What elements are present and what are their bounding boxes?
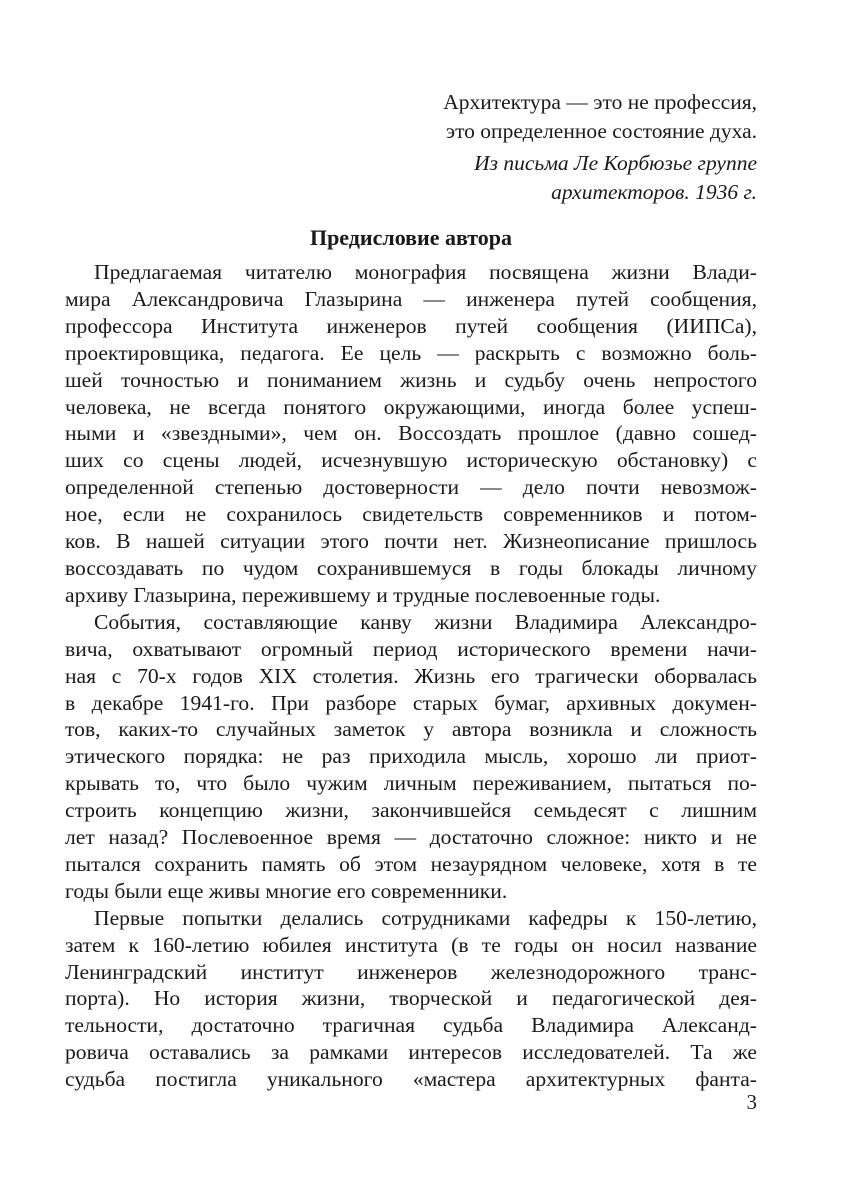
page-number: 3 bbox=[746, 1090, 757, 1114]
text-line: ная с 70-х годов XIX столетия. Жизнь его трагически оборвалась bbox=[65, 663, 757, 688]
section-title: Предисловие автора bbox=[309, 225, 513, 250]
text-line: ровича оставались за рамками интересов исследователей. Та же bbox=[65, 1040, 757, 1065]
text-line: пытался сохранить память об этом незаурядном человеке, хотя в те bbox=[65, 851, 757, 876]
text-line: Первые попытки делались сотрудниками кафедры к 150-летию, bbox=[94, 905, 757, 930]
text-line: судьба постигла уникального «мастера архитектурных фанта- bbox=[65, 1067, 757, 1092]
text-line: вича, охватывают огромный период исторического времени начи- bbox=[65, 636, 757, 661]
text-line: строить концепцию жизни, закончившейся семьдесят с лишним bbox=[65, 798, 757, 823]
epigraph bbox=[337, 88, 757, 207]
text-line: крывать то, что было чужим личным переживанием, пытаться по- bbox=[65, 771, 757, 796]
text-line: архиву Глазырина, пережившему и трудные послевоенные годы. bbox=[65, 582, 661, 607]
text-line: порта). Но история жизни, творческой и педагогической дея- bbox=[65, 986, 757, 1011]
epigraph-quote-line: Архитектура — это не профессия, bbox=[443, 90, 757, 114]
text-line: тов, каких-то случайных заметок у автора возникла и сложность bbox=[65, 717, 757, 742]
text-line: в декабре 1941-го. При разборе старых бумаг, архивных докумен- bbox=[65, 690, 757, 715]
text-line: определенной степенью достоверности — дело почти невозмож- bbox=[65, 475, 757, 500]
paragraph bbox=[65, 259, 757, 609]
epigraph-quote-line: это определенное состояние духа. bbox=[445, 119, 757, 143]
body-text bbox=[65, 259, 757, 1093]
text-line: ков. В нашей ситуации этого почти нет. Жизнеописание пришлось bbox=[65, 529, 757, 554]
epigraph-source-line: Из письма Ле Корбюзье группе bbox=[474, 151, 757, 175]
text-line: проектировщика, педагога. Ее цель — раскрыть с возможно боль- bbox=[65, 340, 757, 365]
text-line: Ленинградский институт инженеров железнодорожного транс- bbox=[65, 959, 757, 984]
text-line: лет назад? Послевоенное время — достаточно сложное: никто и не bbox=[65, 825, 757, 850]
text-line: тельности, достаточно трагичная судьба Владимира Александ- bbox=[65, 1013, 757, 1038]
text-line: воссоздавать по чудом сохранившемуся в годы блокады личному bbox=[65, 555, 757, 580]
text-line: затем к 160-летию юбилея института (в те годы он носил название bbox=[65, 932, 757, 957]
text-line: ших со сцены людей, исчезнувшую историческую обстановку) с bbox=[65, 448, 757, 473]
text-line: человека, не всегда понятого окружающими, иногда более успеш- bbox=[65, 394, 757, 419]
text-line: ными и «звездными», чем он. Воссоздать прошлое (давно сошед- bbox=[65, 421, 757, 446]
text-line: этического порядка: не раз приходила мысль, хорошо ли приот- bbox=[65, 744, 757, 769]
epigraph-source-line: архитекторов. 1936 г. bbox=[551, 180, 757, 204]
text-line: Предлагаемая читателю монография посвящена жизни Влади- bbox=[94, 260, 757, 284]
text-line: годы были еще живы многие его современники. bbox=[65, 878, 508, 903]
paragraph bbox=[65, 905, 757, 1093]
text-line: шей точностью и пониманием жизнь и судьбу очень непростого bbox=[65, 367, 757, 392]
text-line: События, составляющие канву жизни Владимира Александро- bbox=[94, 609, 757, 634]
text-line: ное, если не сохранилось свидетельств современников и потом- bbox=[65, 502, 757, 527]
paragraph bbox=[65, 609, 757, 905]
epigraph-source bbox=[337, 149, 757, 207]
text-line: профессора Института инженеров путей сообщения (ИИПСа), bbox=[65, 313, 757, 338]
text-line: мира Александровича Глазырина — инженера путей сообщения, bbox=[65, 286, 757, 311]
